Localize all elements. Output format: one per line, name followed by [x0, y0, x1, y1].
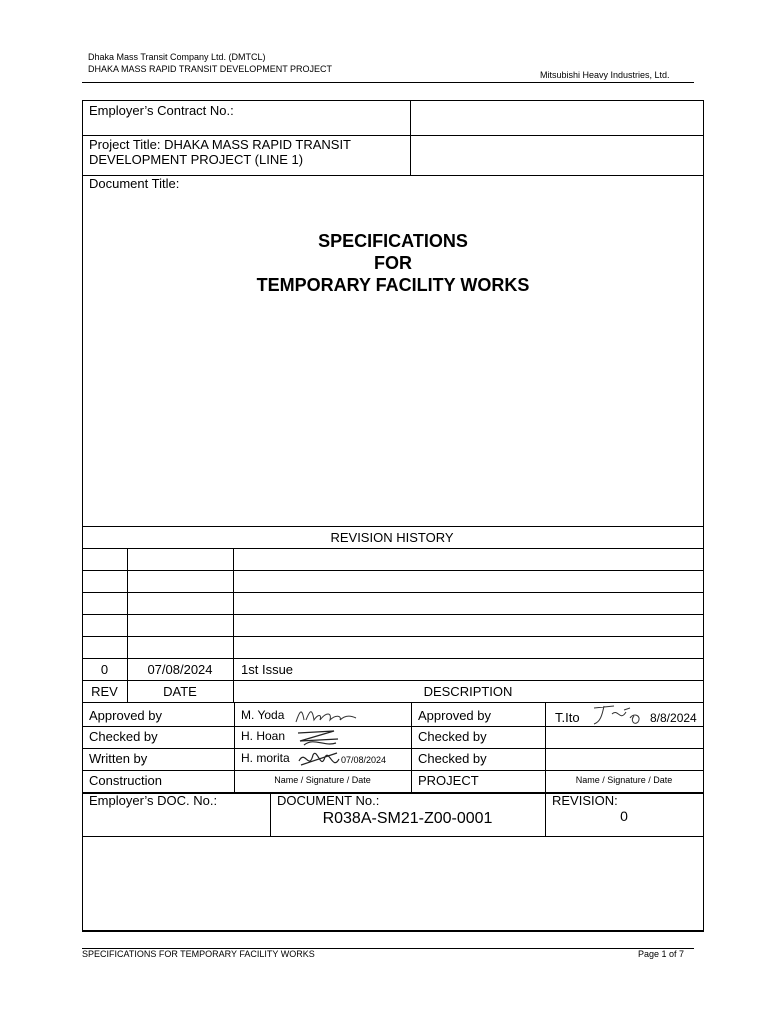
footer-page: Page 1 of 7: [638, 949, 685, 959]
approved-by-label: Approved by: [89, 708, 162, 723]
col-header-date: DATE: [163, 684, 197, 699]
project-name-sig-date: Name / Signature / Date: [575, 775, 673, 785]
header-company: Dhaka Mass Transit Company Ltd. (DMTCL): [88, 52, 266, 62]
project-label: PROJECT: [418, 773, 479, 788]
doc-title-line2: FOR: [374, 253, 412, 273]
project-approved-name: T.Ito: [555, 710, 580, 725]
employer-doc-label: Employer’s DOC. No.:: [89, 793, 218, 808]
written-by-name: H. morita: [241, 751, 290, 765]
project-checked-by-label-1: Checked by: [418, 729, 487, 744]
doc-title-line3: TEMPORARY FACILITY WORKS: [256, 275, 530, 295]
revision-label: REVISION:: [552, 793, 618, 808]
col-divider: [233, 548, 234, 702]
row-divider: [82, 680, 704, 681]
project-title-line2: DEVELOPMENT PROJECT (LINE 1): [89, 152, 304, 167]
header-rule: [82, 82, 694, 83]
construction-label: Construction: [89, 773, 162, 788]
signature-ito-image: [590, 702, 646, 728]
row-divider: [82, 836, 704, 837]
signature-morita-image: [295, 747, 345, 773]
box-right-border: [703, 100, 704, 931]
row-divider: [82, 135, 704, 136]
document-title-label: Document Title:: [89, 176, 180, 191]
document-no-value: R038A-SM21-Z00-0001: [322, 810, 493, 827]
row-divider: [82, 770, 704, 771]
doc-title-line1: SPECIFICATIONS: [318, 231, 468, 251]
signature-hoan-image: [294, 725, 344, 749]
row-divider: [82, 526, 704, 527]
construction-name-sig-date: Name / Signature / Date: [274, 775, 371, 785]
employer-contract-label: Employer’s Contract No.:: [89, 103, 234, 118]
revision-description: 1st Issue: [241, 662, 294, 677]
written-by-date: 07/08/2024: [341, 755, 387, 765]
checked-by-name: H. Hoan: [241, 729, 286, 743]
col-header-description: DESCRIPTION: [423, 684, 513, 699]
box-bottom-border: [82, 930, 704, 932]
col-divider: [127, 548, 128, 702]
checked-by-label: Checked by: [89, 729, 158, 744]
revision-date: 07/08/2024: [147, 662, 213, 677]
written-by-label: Written by: [89, 751, 148, 766]
col-divider: [410, 100, 411, 175]
footer-title: SPECIFICATIONS FOR TEMPORARY FACILITY WORKS: [82, 949, 315, 959]
row-divider: [82, 658, 704, 659]
document-no-label: DOCUMENT No.:: [277, 793, 380, 808]
header-project: DHAKA MASS RAPID TRANSIT DEVELOPMENT PROJECT: [88, 64, 333, 74]
project-title-line1: Project Title: DHAKA MASS RAPID TRANSIT: [89, 137, 351, 152]
box-top-border: [82, 100, 704, 101]
row-divider: [82, 548, 704, 549]
approved-by-name: M. Yoda: [241, 708, 285, 722]
revision-history-heading: REVISION HISTORY: [330, 530, 454, 545]
header-contractor: Mitsubishi Heavy Industries, Ltd.: [540, 70, 670, 80]
row-divider: [82, 614, 704, 615]
row-divider: [82, 748, 704, 749]
row-divider: [82, 570, 704, 571]
revision-value: 0: [620, 808, 628, 824]
row-divider: [82, 592, 704, 593]
project-checked-by-label-2: Checked by: [418, 751, 487, 766]
signature-yoda-image: [292, 704, 362, 726]
col-divider: [411, 702, 412, 792]
box-left-border: [82, 100, 83, 931]
project-approved-by-label: Approved by: [418, 708, 491, 723]
row-divider: [82, 636, 704, 637]
revision-rev: 0: [100, 662, 109, 677]
col-header-rev: REV: [91, 684, 118, 699]
project-approved-date: 8/8/2024: [650, 711, 697, 725]
